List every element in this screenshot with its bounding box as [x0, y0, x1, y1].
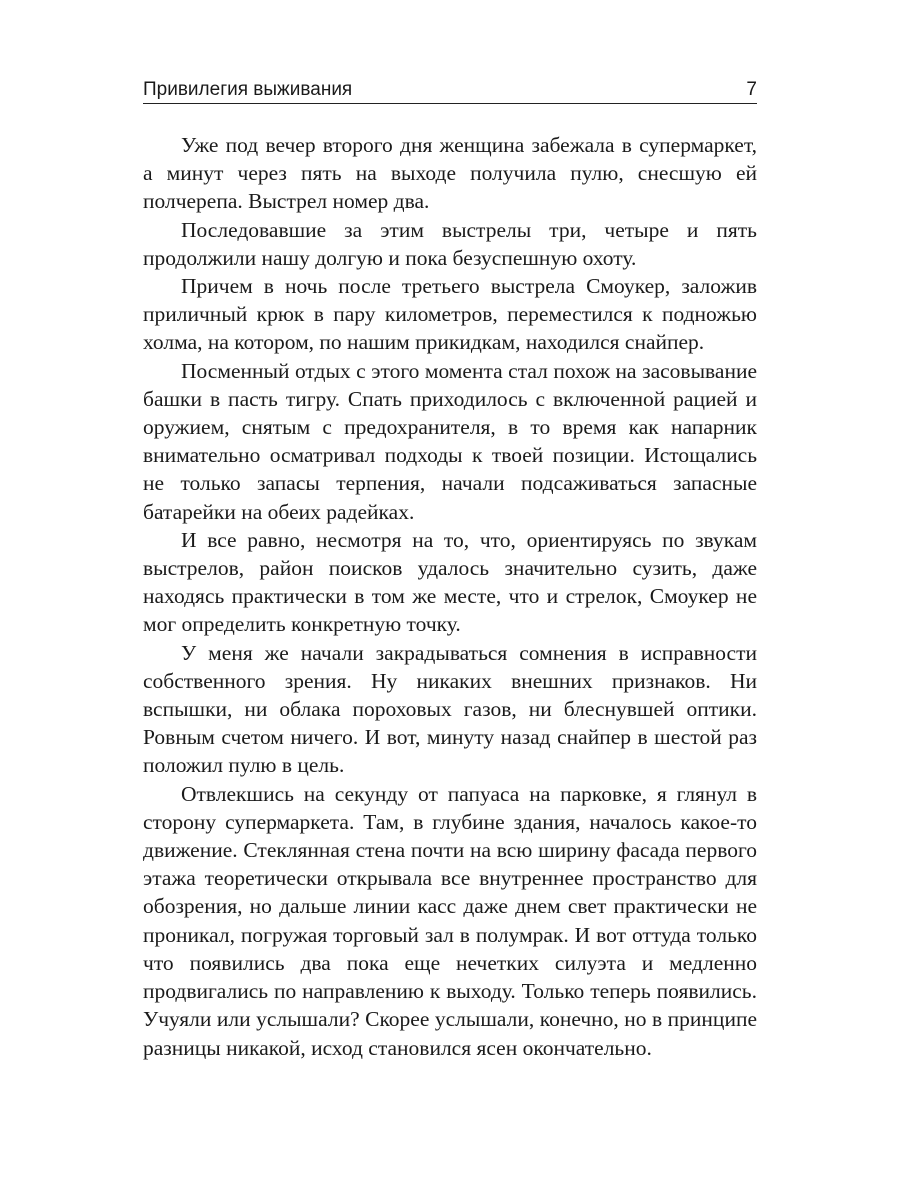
- paragraph: Посменный отдых с этого момента стал похож на засовывание башки в пасть тигру. Спать приходилось с включенной рацией и оружием, снятым с предохранителя, в то время как напарник внимательно осматривал подходы к твоей позиции. Истощались не только запасы терпения, начали подсаживаться запасные батарейки на обеих радейках.: [143, 358, 757, 524]
- paragraph: Уже под вечер второго дня женщина забежала в супермаркет, а минут через пять на выходе получила пулю, снесшую ей полчерепа. Выстрел номер два.: [143, 133, 757, 214]
- body-text: [143, 131, 757, 1062]
- running-title: Привилегия выживания: [143, 79, 353, 100]
- paragraph: У меня же начали закрадываться сомнения в исправности собственного зрения. Ну никаких внешних признаков. Ни вспышки, ни облака пороховых газов, ни блеснувшей оптики. Ровным счетом ничего. И вот, минуту назад снайпер в шестой раз положил пулю в цель.: [143, 640, 757, 778]
- paragraph: Причем в ночь после третьего выстрела Смоукер, заложив приличный крюк в пару километров, переместился к подножью холма, на котором, по нашим прикидкам, находился снайпер.: [143, 274, 757, 355]
- page-number: 7: [746, 79, 757, 100]
- header-rule: [143, 103, 757, 104]
- paragraph: Отвлекшись на секунду от папуаса на парковке, я глянул в сторону супермаркета. Там, в глубине здания, началось какое-то движение. Стеклянная стена почти на всю ширину фасада первого этажа теоретически открывала все внутреннее пространство для обозрения, но дальше линии касс даже днем свет практически не проникал, погружая торговый зал в полумрак. И вот оттуда только что появились два пока еще нечетких силуэта и медленно продвигались по направлению к выходу. Только теперь появились. Учуяли или услышали? Скорее услышали, конечно, но в принципе разницы никакой, исход становился ясен окончательно.: [143, 781, 757, 1060]
- running-head: [143, 76, 757, 100]
- paragraph: И все равно, несмотря на то, что, ориентируясь по звукам выстрелов, район поисков удалось значительно сузить, даже находясь практически в том же месте, что и стрелок, Смоукер не мог определить конкретную точку.: [143, 527, 757, 637]
- paragraph: Последовавшие за этим выстрелы три, четыре и пять продолжили нашу долгую и пока безуспешную охоту.: [143, 217, 757, 270]
